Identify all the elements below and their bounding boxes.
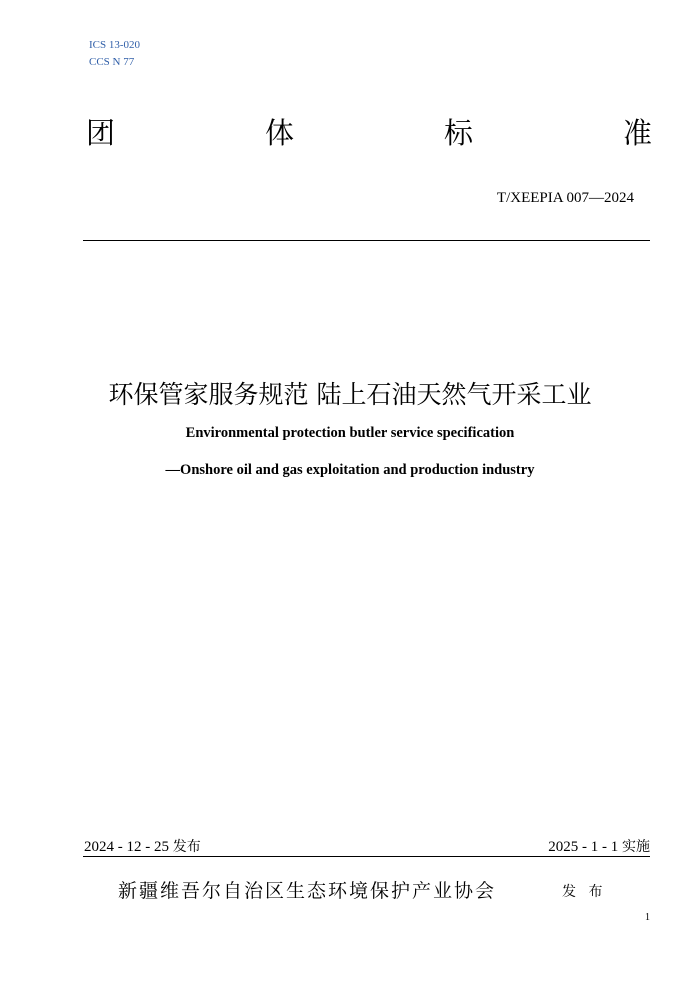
- bottom-divider: [83, 856, 650, 857]
- implement-date-value: 2025 - 1 - 1: [548, 839, 619, 855]
- standard-type-char: 准: [622, 116, 652, 150]
- publish-label: 发 布: [562, 884, 607, 900]
- ics-code: ICS 13-020: [89, 39, 141, 51]
- implement-label: 实施: [622, 839, 650, 855]
- standard-type-char: 体: [264, 116, 294, 150]
- standard-type-char: 团: [86, 116, 116, 150]
- chinese-title: 环保管家服务规范 陆上石油天然气开采工业: [108, 380, 592, 409]
- english-title-line1: Environmental protection butler service specification: [185, 425, 515, 441]
- standard-type-heading: [86, 113, 652, 153]
- release-label: 发布: [172, 839, 201, 855]
- release-date-value: 2024 - 12 - 25: [84, 839, 169, 855]
- top-divider: [83, 240, 650, 241]
- implement-date: [548, 837, 650, 857]
- release-date: [84, 837, 201, 857]
- standard-type-char: 标: [443, 116, 473, 150]
- classification-codes: [89, 37, 140, 71]
- english-title-line2: —Onshore oil and gas exploitation and production industry: [165, 462, 535, 478]
- standard-number: T/XEEPIA 007—2024: [496, 190, 634, 206]
- ccs-code: CCS N 77: [89, 56, 135, 68]
- page-number: 1: [645, 912, 650, 923]
- publisher-name: 新疆维吾尔自治区生态环境保护产业协会: [118, 880, 497, 902]
